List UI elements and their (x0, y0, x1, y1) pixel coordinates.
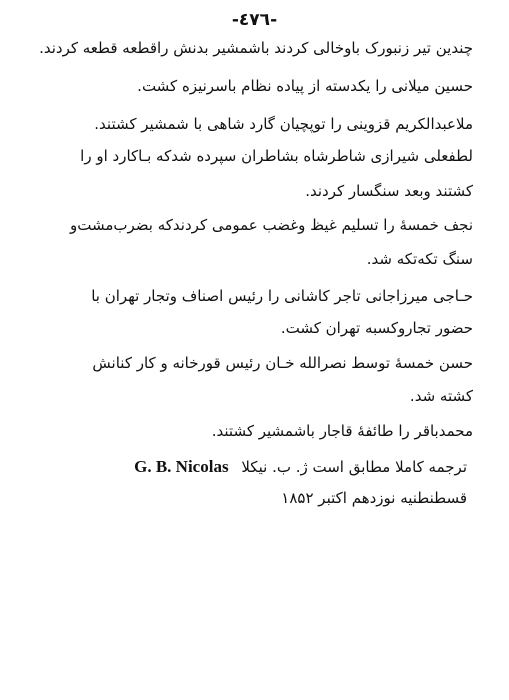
page-number: -٤٧٦- (231, 10, 278, 30)
dateline: قسطنطنیه نوزدهم اکتبر ۱۸۵۲ (281, 489, 467, 507)
translator-name-latin: G. B. Nicolas (134, 457, 229, 476)
text-line-5: کشتند وبعد سنگسار کردند. (305, 182, 473, 200)
text-line-1: چندین تیر زنبورک باوخالی کردند باشمشیر بدنش راقطعه قطعه کردند. (39, 39, 473, 57)
text-line-7: سنگ تکه‌تکه شد. (366, 250, 473, 268)
translator-attestation (134, 456, 467, 478)
text-line-2: حسین میلانی را یکدسته از پیاده نظام باسرنیزه کشت. (137, 77, 473, 95)
text-line-6: نجف خمسهٔ را تسلیم غیظ وغضب عمومی کردندکه بضرب‌مشت‌و (70, 216, 473, 234)
attestation-text: ترجمه کاملا مطابق است ژ. ب. نیکلا (241, 458, 467, 476)
text-line-3: ملاعبدالکریم قزوینی را توپچیان گارد شاهی با شمشیر کشتند. (94, 115, 473, 133)
text-line-10: حسن خمسهٔ توسط نصرالله خـان رئیس قورخانه و کار کنانش (92, 354, 473, 372)
text-line-12: محمدباقر را طائفهٔ قاجار باشمشیر کشتند. (211, 422, 473, 440)
text-line-11: کشته شد. (409, 387, 473, 405)
text-line-4: لطفعلی شیرازی شاطرشاه بشاطران سپرده شدکه بـاکارد او را (80, 147, 473, 165)
text-line-8: حـاجی میرزاجانی تاجر کاشانی را رئیس اصناف وتجار تهران با (91, 287, 473, 305)
text-line-9: حضور تجاروکسبه تهران کشت. (280, 319, 473, 337)
